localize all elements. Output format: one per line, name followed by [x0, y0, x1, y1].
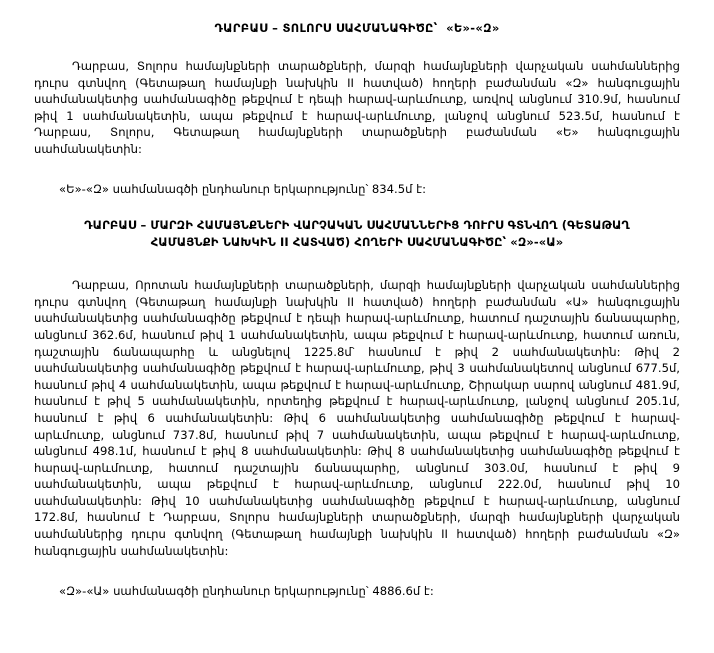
paragraph-darbas-tolors: Դարբաս, Տոլորս համայնքների տարածքների, մարզի համայնքների վարչական սահմաններից դուրս գտնվող (Գետաթաղ համայնքի նախկին II հատված) հողերի բաժանման «Զ» հանգուցային սահմանակետից սահմանագիծը թեքվում է դեպի հարավ-արևմուտք, առվով անցնում 310.9մ, հասնում թիվ 1 սահմանակետին, ապա թեքվում է հարավ-արևմուտք, լանջով անցնում 523.5մ, հասնում է Դարբաս, Տոլորս, Գետաթաղ համայնքների տարածքների բաժանման «Ե» հանգուցային սահմանակետին: — [34, 59, 680, 156]
summary-length-e-z: «Ե»-«Զ» սահմանագծի ընդհանուր երկարությունը՝ 834.5մ է: — [59, 181, 427, 196]
section-heading-line-2: ՀԱՄԱՅՆՔԻ ՆԱԽԿԻՆ II ՀԱՏՎԱԾ) ՀՈՂԵՐԻ ՍԱՀՄԱՆԱԳԻԾԸ՝ «Զ»-«Ա» — [150, 235, 564, 250]
section-heading-darbas-marz — [34, 217, 680, 251]
page-title: ԴԱՐԲԱՍ – ՏՈԼՈՐՍ ՍԱՀՄԱՆԱԳԻԾԸ՝ «Ե»-«Զ» — [214, 21, 500, 35]
section-heading-line-1: ԴԱՐԲԱՍ – ՄԱՐԶԻ ՀԱՄԱՅՆՔՆԵՐԻ ՎԱՐՉԱԿԱՆ ՍԱՀՄԱՆՆԵՐԻՑ ԴՈՒՐՍ ԳՏՆՎՈՂ (ԳԵՏԱԹԱՂ — [84, 218, 630, 233]
paragraph-darbas-orotan: Դարբաս, Որոտան համայնքների տարածքների, մարզի համայնքների վարչական սահմաններից դուրս գտնվող (Գետաթաղ համայնքի նախկին II հատված) հողերի բաժանման «Ա» հանգուցային սահմանակետից սահմանագիծը թեքվում է դեպի հարավ-արևմուտք, հատում դաշտային ճանապարհը, անցնում 362.6մ, հասնում թիվ 1 սահմանակետին, ապա թեքվում է հարավ-արևմուտք, հատում առուն, դաշտային ճանապարհը և անցնելով 1225.8մ՝ հասնում է թիվ 2 սահմանակետին: Թիվ 2 սահմանակետից սահմանագիծը թեքվում է հարավ-արևմուտք, թիվ 3 սահմանակետով անցնում 677.5մ, հասնում թիվ 4 սահմանակետին, ապա թեքվում է հարավ-արևմուտք, Շիրակար սարով անցնում 481.9մ, հասնում է թիվ 5 սահմանակետին, որտեղից թեքվում է հարավ-արևմուտք, լանջով անցնում 205.1մ, հասնում է թիվ 6 սահմանակետին: Թիվ 6 սահմանակետից սահմանագիծը թեքվում է հարավ-արևմուտք, անցնում 737.8մ, հասնում թիվ 7 սահմանակետին, ապա թեքվում է հարավ-արևմուտք, անցնում 498.1մ, հասնում է թիվ 8 սահմանակետին: Թիվ 8 սահմանակետից սահմանագիծը թեքվում է հարավ-արևմուտք, հատում դաշտային ճանապարհը, անցնում 303.0մ, հասնում է թիվ 9 սահմանակետին, ապա թեքվում է հարավ-արևմուտք, անցնում 222.0մ, հասնում թիվ 10 սահմանակետին: Թիվ 10 սահմանակետից սահմանագիծը թեքվում է հարավ-արևմուտք, անցնում 172.8մ, հասնում է Դարբաս, Տոլորս համայնքների տարածքների, մարզի համայնքների վարչական սահմաններից դուրս գտնվող (Գետաթաղ համայնքի նախկին II հատված) հողերի բաժանման «Զ» հանգուցային սահմանակետին: — [34, 278, 680, 558]
summary-length-z-a: «Զ»-«Ա» սահմանագծի ընդհանուր երկարությունը՝ 4886.6մ է: — [59, 584, 434, 599]
